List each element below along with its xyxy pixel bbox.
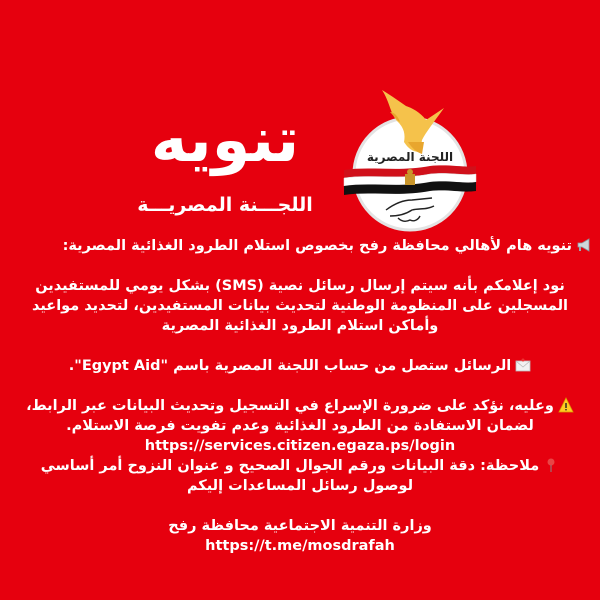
note-line-2: لوصول رسائل المساعدات إليكم <box>186 478 414 494</box>
page-title: تنويه <box>150 103 300 176</box>
note-line-1: ملاحظة: دقة البيانات ورقم الجوال الصحيح و عنوان النزوح أمر أساسي <box>0 456 600 476</box>
warning-icon <box>558 397 574 413</box>
envelope-icon <box>515 357 531 373</box>
announcement-heading: تنويه هام لأهالي محافظة رفح بخصوص استلام الطرود الغذائية المصرية: <box>0 236 600 256</box>
body-line-2: المسجلين على المنظومة الوطنية لتحديث بيانات المستفيدين، لتحديد مواعيد <box>32 298 568 314</box>
telegram-link[interactable]: https://t.me/mosdrafah <box>205 538 395 554</box>
signature: وزارة التنمية الاجتماعية محافظة رفح <box>168 518 432 534</box>
warning-line-1: وعليه، نؤكد على ضرورة الإسراع في التسجيل وتحديث البيانات عبر الرابط، <box>0 396 600 416</box>
sender-line: الرسائل ستصل من حساب اللجنة المصرية باسم "Egypt Aid". <box>0 356 600 376</box>
registration-link[interactable]: https://services.citizen.egaza.ps/login <box>144 438 456 454</box>
header-banner <box>0 0 600 240</box>
megaphone-icon <box>576 237 592 253</box>
warning-line-2: لضمان الاستفادة من الطرود الغذائية وعدم تفويت فرصة الاستلام. <box>66 418 534 434</box>
body-line-3: وأماكن استلام الطرود الغذائية المصرية <box>161 318 439 334</box>
pushpin-icon <box>543 457 559 473</box>
page-subtitle: اللجـــنة المصريـــة <box>137 194 313 216</box>
body-line-1: نود إعلامكم بأنه سيتم إرسال رسائل نصية (SMS) بشكل يومي للمستفيدين <box>35 278 565 294</box>
announcement-body <box>0 236 600 556</box>
logo-text: اللجنة المصرية <box>366 150 454 164</box>
egyptian-committee-logo <box>340 82 480 232</box>
